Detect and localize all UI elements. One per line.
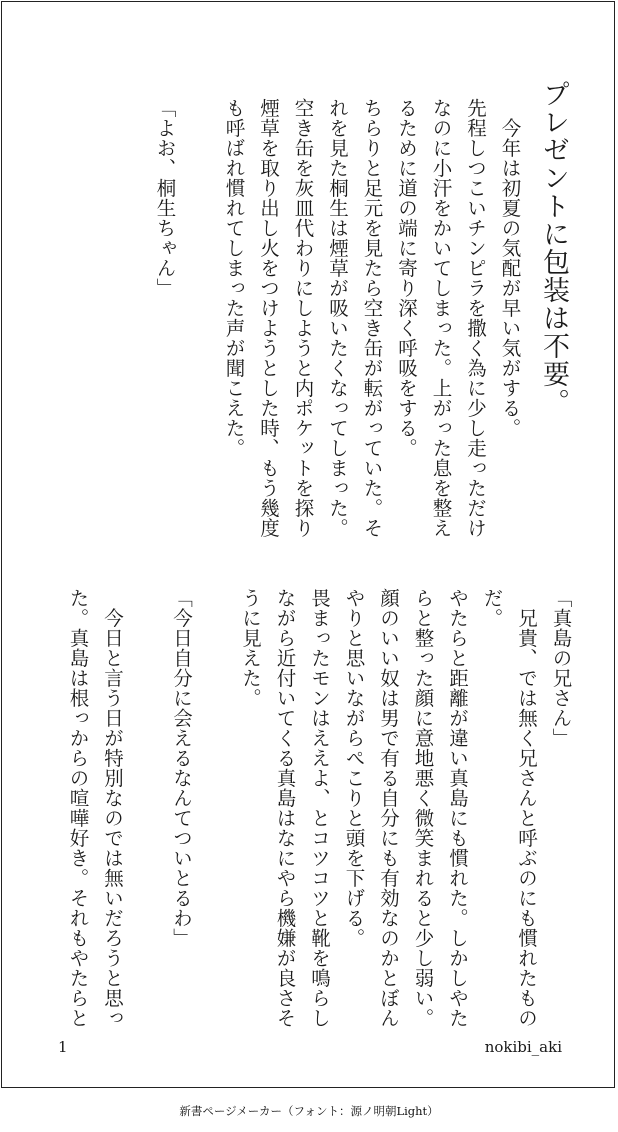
text-line: 煙草を取り出し火をつけようとした時、もう幾度 (257, 98, 280, 538)
text-line: るために道の端に寄り深く呼吸をする。 (395, 98, 418, 458)
text-line: ちらりと足元を見たら空き缶が転がっていた。そ (360, 98, 384, 538)
blank-line (182, 98, 217, 528)
text-line: れを見た桐生は煙草が吸いたくなってしまった。 (326, 98, 349, 538)
dialogue-line: 「よお、桐生ちゃん」 (153, 98, 177, 298)
text-line: 空き缶を灰皿代わりにしようと内ポケットを探り (291, 98, 315, 538)
text-line: らと整った顔に意地悪く微笑まれると少し弱い。 (411, 588, 435, 1028)
story-title: プレゼントに包装は不要。 (538, 80, 569, 416)
page-number: 1 (58, 1038, 68, 1056)
text-line: 畏まったモンはええよ、とコツコツと靴を鳴らし (308, 588, 331, 1028)
text-line: 今日と言う日が特別なのでは無いだろうと思っ (101, 588, 124, 1028)
text-line: 兄貴、では無く兄さんと呼ぶのにも慣れたもの (515, 588, 538, 1028)
text-line: なのに小汗をかいてしまった。上がった息を整え (429, 98, 453, 538)
text-line: も呼ばれ慣れてしまった声が聞こえた。 (222, 98, 246, 458)
blank-line (198, 588, 233, 1008)
author-name: nokibi_aki (484, 1038, 562, 1056)
lower-text-block (60, 588, 578, 1028)
text-line: 今年は初夏の気配が早い気がする。 (498, 98, 522, 438)
text-line: 先程しつこいチンピラを撒く為に少し走っただけ (464, 98, 487, 538)
text-line: ながら近付いてくる真島はなにやら機嫌が良さそ (273, 588, 297, 1028)
text-line: た。真島は根っからの喧嘩好き。それもやたらと (66, 588, 90, 1028)
text-line: やたらと距離が違い真島にも慣れた。しかしやた (446, 588, 469, 1028)
dialogue-line: 「今日自分に会えるなんてついとるわ」 (170, 588, 193, 948)
text-line: やりと思いながらぺこりと頭を下げる。 (342, 588, 366, 948)
upper-text-block (147, 98, 527, 538)
text-line: 顔のいい奴は男で有る自分にも有効なのかとぼん (377, 588, 400, 1028)
book-page (1, 1, 615, 1088)
blank-line (129, 588, 164, 1008)
text-line: だ。 (480, 588, 504, 628)
text-line: うに見えた。 (239, 588, 262, 708)
generator-caption: 新書ページメーカー（フォント：源ノ明朝Light） (179, 1104, 439, 1118)
dialogue-line: 「真島の兄さん」 (549, 588, 573, 748)
